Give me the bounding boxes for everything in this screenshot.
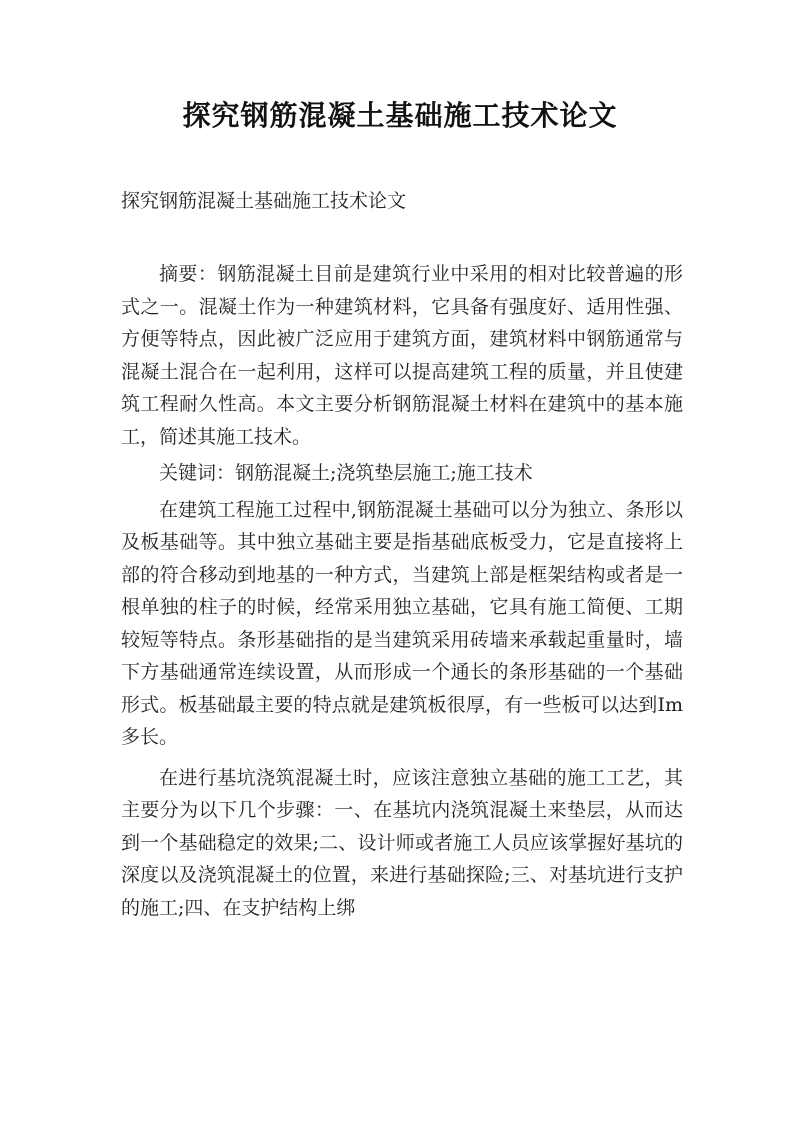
body-paragraph: 在建筑工程施工过程中,钢筋混凝土基础可以分为独立、条形以及板基础等。其中独立基础主要是指基础底板受力，它是直接将上部的符合移动到地基的一种方式，当建筑上部是框架结构或者是一根单独的柱子的时候，经常采用独立基础，它具有施工简便、工期较短等特点。条形基础指的是当建筑采用砖墙来承载起重量时，墙下方基础通常连续设置，从而形成一个通长的条形基础的一个基础形式。板基础最主要的特点就是建筑板很厚，有一些板可以达到Im多长。 [121,498,683,748]
keywords-paragraph: 关键词：钢筋混凝土;浇筑垫层施工;施工技术 [159,462,533,484]
abstract-paragraph: 摘要：钢筋混凝土目前是建筑行业中采用的相对比较普遍的形式之一。混凝土作为一种建筑材料，它具备有强度好、适用性强、方便等特点，因此被广泛应用于建筑方面，建筑材料中钢筋通常与混凝土混合在一起利用，这样可以提高建筑工程的质量，并且使建筑工程耐久性高。本文主要分析钢筋混凝土材料在建筑中的基本施工，简述其施工技术。 [121,263,683,448]
document-title: 探究钢筋混凝土基础施工技术论文 [182,99,618,132]
document-subtitle: 探究钢筋混凝土基础施工技术论文 [121,190,407,212]
document-body [121,258,683,924]
body-paragraph: 在进行基坑浇筑混凝土时，应该注意独立基础的施工工艺，其主要分为以下几个步骤：一、在基坑内浇筑混凝土来垫层，从而达到一个基础稳定的效果;二、设计师或者施工人员应该掌握好基坑的深度以及浇筑混凝土的位置，来进行基础探险;三、对基坑进行支护的施工;四、在支护结构上绑 [121,766,683,919]
